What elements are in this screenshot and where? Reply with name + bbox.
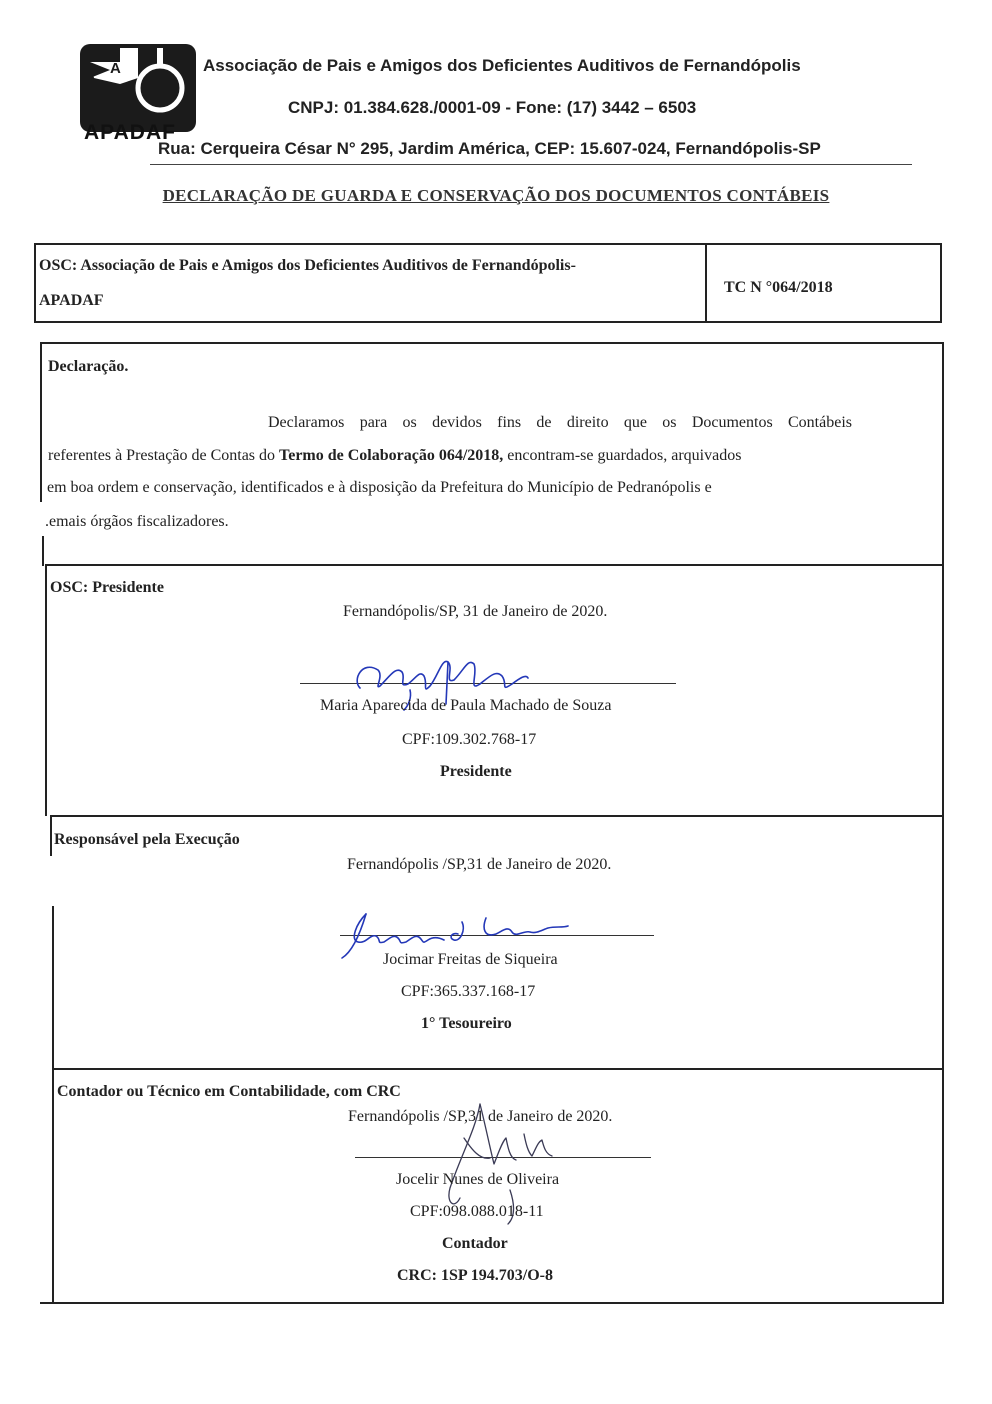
logo-ear-icon xyxy=(80,44,196,132)
osc-box-divider xyxy=(705,245,707,321)
contador-crc: CRC: 1SP 194.703/O-8 xyxy=(397,1267,553,1284)
divider-execucao xyxy=(50,815,944,817)
contador-name: Jocelir Nunes de Oliveira xyxy=(396,1171,560,1188)
org-name: Associação de Pais e Amigos dos Deficientes Auditivos de Fernandópolis xyxy=(203,56,801,75)
osc-box xyxy=(34,243,942,323)
osc-line-2: APADAF xyxy=(39,292,104,309)
table-left-border-1 xyxy=(40,342,42,502)
header-divider xyxy=(150,164,912,165)
contador-date: Fernandópolis /SP,31 de Janeiro de 2020. xyxy=(348,1108,613,1125)
declaracao-line-2 xyxy=(48,447,741,465)
logo-wordmark: APADAF xyxy=(84,121,176,144)
contador-heading: Contador ou Técnico em Contabilidade, com CRC xyxy=(57,1083,401,1100)
table-left-border-5 xyxy=(52,906,54,1304)
apadaf-logo xyxy=(80,44,196,132)
execucao-date: Fernandópolis /SP,31 de Janeiro de 2020. xyxy=(347,856,612,873)
table-left-border-2 xyxy=(42,536,44,566)
logo-letter: A xyxy=(110,60,121,77)
declaracao-line-3: em boa ordem e conservação, identificados e à disposição da Prefeitura do Município de Pedranópolis e xyxy=(47,479,712,496)
presidente-heading: OSC: Presidente xyxy=(50,579,164,596)
declaracao-line-2-post: encontram-se guardados, arquivados xyxy=(503,447,742,464)
presidente-role: Presidente xyxy=(440,763,512,780)
execucao-heading: Responsável pela Execução xyxy=(54,831,240,848)
presidente-cpf: CPF:109.302.768-17 xyxy=(402,731,537,748)
declaracao-line-2-pre: referentes à Prestação de Contas do xyxy=(48,447,280,464)
execucao-role: 1° Tesoureiro xyxy=(421,1015,512,1032)
osc-line-1: OSC: Associação de Pais e Amigos dos Deficientes Auditivos de Fernandópolis- xyxy=(39,257,576,274)
declaracao-heading: Declaração. xyxy=(48,358,129,375)
presidente-name: Maria Aparecida de Paula Machado de Souza xyxy=(320,697,612,714)
declaracao-line-1: Declaramos para os devidos fins de direito que os Documentos Contábeis xyxy=(268,414,852,431)
contador-role: Contador xyxy=(442,1235,508,1252)
address: Rua: Cerqueira César N° 295, Jardim América, CEP: 15.607-024, Fernandópolis-SP xyxy=(158,139,821,158)
termo-colaboracao: Termo de Colaboração 064/2018, xyxy=(279,447,504,464)
presidente-date: Fernandópolis/SP, 31 de Janeiro de 2020. xyxy=(343,603,608,620)
table-left-border-4 xyxy=(50,816,52,856)
table-left-border-3 xyxy=(45,566,47,816)
divider-contador xyxy=(54,1068,944,1070)
contador-cpf: CPF:098.088.018-11 xyxy=(410,1203,544,1220)
document-title: DECLARAÇÃO DE GUARDA E CONSERVAÇÃO DOS DOCUMENTOS CONTÁBEIS xyxy=(162,186,830,205)
declaracao-line-4: .emais órgãos fiscalizadores. xyxy=(45,513,229,530)
execucao-name: Jocimar Freitas de Siqueira xyxy=(383,951,558,968)
cnpj-phone: CNPJ: 01.384.628./0001-09 - Fone: (17) 3442 – 6503 xyxy=(288,98,697,117)
divider-presidente xyxy=(45,564,944,566)
tc-number: TC N °064/2018 xyxy=(724,279,833,296)
execucao-cpf: CPF:365.337.168-17 xyxy=(401,983,536,1000)
